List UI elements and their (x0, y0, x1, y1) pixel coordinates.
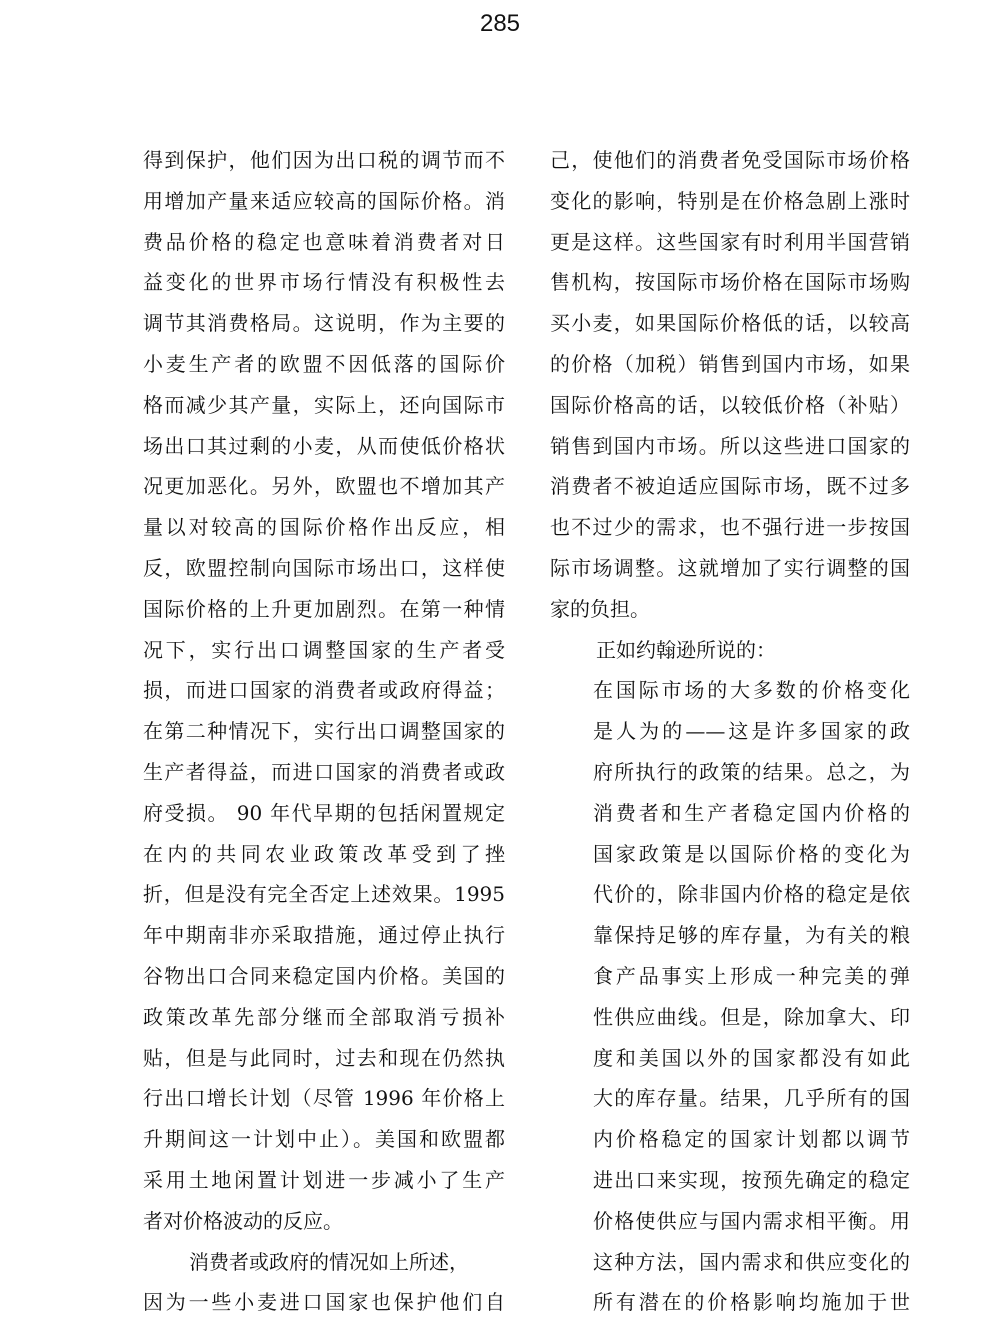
text-line: 买小麦，如果国际价格低的话，以较高 (550, 311, 910, 336)
text-line: 况更加恶化。另外，欧盟也不增加其产 (143, 474, 505, 499)
block-quote (550, 670, 910, 1323)
text-line: 生产者得益，而进口国家的消费者或政 (143, 759, 505, 784)
text-line: 格而减少其产量，实际上，还向国际市 (143, 392, 505, 417)
text-line: 变化的影响，特别是在价格急剧上涨时 (550, 188, 910, 213)
text-line: 采用土地闲置计划进一步减小了生产 (143, 1167, 505, 1192)
text-line: 消费者和生产者稳定国内价格的 (593, 800, 910, 825)
text-line: 府所执行的政策的结果。总之，为 (593, 759, 910, 784)
text-line: 内价格稳定的国家计划都以调节 (593, 1127, 910, 1152)
text-line: 政策改革先部分继而全部取消亏损补 (143, 1004, 505, 1029)
text-line: 价格使供应与国内需求相平衡。用 (593, 1208, 910, 1233)
text-line: 升期间这一计划中止）。美国和欧盟都 (143, 1127, 505, 1152)
text-line: 用增加产量来适应较高的国际价格。消 (143, 188, 505, 213)
text-line: 消费者不被迫适应国际市场，既不过多 (550, 474, 910, 499)
text-line: 销售到国内市场。所以这些进口国家的 (550, 433, 910, 458)
text-line: 在国际市场的大多数的价格变化 (593, 678, 910, 703)
text-line: 量以对较高的国际价格作出反应，相 (143, 515, 505, 540)
text-line: 消费者或政府的情况如上所述， (189, 1249, 469, 1274)
text-line: 售机构，按国际市场价格在国际市场购 (550, 270, 910, 295)
text-line: 家的负担。 (550, 596, 650, 621)
text-line: 府受损。 90 年代早期的包括闲置规定 (143, 800, 505, 825)
text-line: 这种方法，国内需求和供应变化的 (593, 1249, 910, 1274)
text-line: 谷物出口合同来稳定国内价格。美国的 (143, 963, 505, 988)
text-line: 更是这样。这些国家有时利用半国营销 (550, 229, 910, 254)
text-line: 反，欧盟控制向国际市场出口，这样使 (143, 555, 505, 580)
text-line: 国际价格高的话，以较低价格（补贴） (550, 392, 910, 417)
right-column-body (550, 140, 910, 670)
text-line: 损，而进口国家的消费者或政府得益； (143, 678, 505, 703)
right-column (550, 140, 910, 1323)
text-line: 食产品事实上形成一种完美的弹 (593, 963, 910, 988)
text-line: 小麦生产者的欧盟不因低落的国际价 (143, 351, 505, 376)
text-line: 也不过少的需求，也不强行进一步按国 (550, 515, 910, 540)
text-line: 国家政策是以国际价格的变化为 (593, 841, 910, 866)
text-line: 是人为的——这是许多国家的政 (593, 719, 910, 744)
text-line: 折，但是没有完全否定上述效果。1995 (143, 882, 505, 907)
text-line: 者对价格波动的反应。 (143, 1208, 343, 1233)
text-line: 在内的共同农业政策改革受到了挫 (143, 841, 505, 866)
left-column (143, 140, 505, 1323)
text-line: 益变化的世界市场行情没有积极性去 (143, 270, 505, 295)
text-line: 调节其消费格局。这说明，作为主要的 (143, 311, 505, 336)
text-line: 进出口来实现，按预先确定的稳定 (593, 1167, 910, 1192)
page-number: 285 (479, 10, 521, 37)
text-line: 代价的，除非国内价格的稳定是依 (593, 882, 910, 907)
text-line: 己，使他们的消费者免受国际市场价格 (550, 148, 910, 172)
text-line: 正如约翰逊所说的： (596, 637, 776, 662)
text-line: 性供应曲线。但是，除加拿大、印 (593, 1004, 910, 1029)
text-line: 国际价格的上升更加剧烈。在第一种情 (143, 596, 505, 621)
text-line: 靠保持足够的库存量，为有关的粮 (593, 923, 910, 948)
text-line: 因为一些小麦进口国家也保护他们自 (143, 1290, 505, 1315)
text-line: 所有潜在的价格影响均施加于世 (593, 1290, 910, 1315)
text-line: 年中期南非亦采取措施，通过停止执行 (143, 923, 505, 948)
text-line: 际市场调整。这就增加了实行调整的国 (550, 555, 910, 580)
text-line: 行出口增长计划（尽管 1996 年价格上 (143, 1086, 505, 1111)
text-line: 场出口其过剩的小麦，从而使低价格状 (143, 433, 505, 458)
text-line: 况下，实行出口调整国家的生产者受 (143, 637, 505, 662)
text-line: 贴，但是与此同时，过去和现在仍然执 (143, 1045, 505, 1070)
text-line: 大的库存量。结果，几乎所有的国 (593, 1086, 910, 1111)
text-line: 得到保护，他们因为出口税的调节而不 (143, 148, 505, 172)
text-line: 在第二种情况下，实行出口调整国家的 (143, 719, 505, 744)
text-line: 的价格（加税）销售到国内市场，如果 (550, 351, 910, 376)
text-line: 度和美国以外的国家都没有如此 (593, 1045, 910, 1070)
text-line: 费品价格的稳定也意味着消费者对日 (143, 229, 505, 254)
